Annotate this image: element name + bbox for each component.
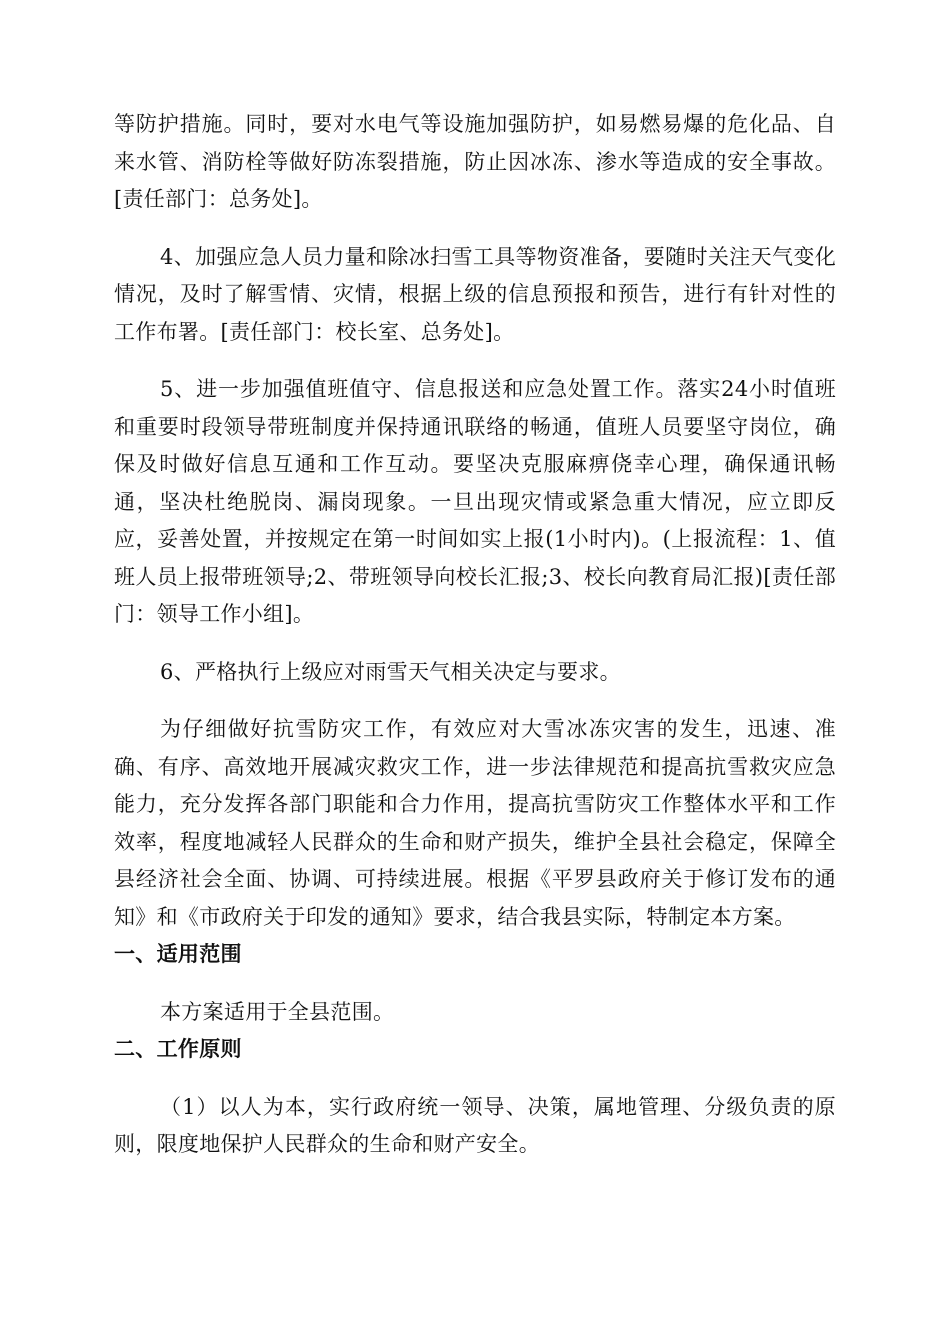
paragraph-scope: 本方案适用于全县范围。 [160, 999, 395, 1024]
paragraph-item-4: 4、加强应急人员力量和除冰扫雪工具等物资准备，要随时关注天气变化情况，及时了解雪情、灾情，根据上级的信息预报和预告，进行有针对性的工作布署。[责任部门：校长室、总务处]。 [114, 244, 836, 344]
paragraph-item-6: 6、严格执行上级应对雨雪天气相关决定与要求。 [160, 659, 621, 684]
paragraph-purpose: 为仔细做好抗雪防灾工作，有效应对大雪冰冻灾害的发生，迅速、准确、有序、高效地开展减灾救灾工作，进一步法律规范和提高抗雪救灾应急能力，充分发挥各部门职能和合力作用，提高抗雪防灾工作整体水平和工作效率，程度地减轻人民群众的生命和财产损失，维护全县社会稳定，保障全县经济社会全面、协调、可持续进展。根据《平罗县政府关于修订发布的通知》和《市政府关于印发的通知》要求，结合我县实际，特制定本方案。 [114, 717, 836, 929]
paragraph-principle-1: （1）以人为本，实行政府统一领导、决策，属地管理、分级负责的原则，限度地保护人民群众的生命和财产安全。 [114, 1094, 836, 1156]
paragraph-protection-measures: 等防护措施。同时，要对水电气等设施加强防护，如易燃易爆的危化品、自来水管、消防栓等做好防冻裂措施，防止因冰冻、渗水等造成的安全事故。[责任部门：总务处]。 [114, 112, 836, 211]
section-heading-scope: 一、适用范围 [114, 942, 242, 966]
paragraph-item-5: 5、进一步加强值班值守、信息报送和应急处置工作。落实24小时值班和重要时段领导带班制度并保持通讯联络的畅通，值班人员要坚守岗位，确保及时做好信息互通和工作互动。要坚决克服麻痹侥幸心理，确保通讯畅通，坚决杜绝脱岗、漏岗现象。一旦出现灾情或紧急重大情况，应立即反应，妥善处置，并按规定在第一时间如实上报(1小时内)。(上报流程：1、值班人员上报带班领导;2、带班领导向校长汇报;3、校长向教育局汇报)[责任部门：领导工作小组]。 [114, 377, 836, 626]
section-heading-principles: 二、工作原则 [114, 1037, 242, 1061]
document-body [114, 106, 836, 1164]
